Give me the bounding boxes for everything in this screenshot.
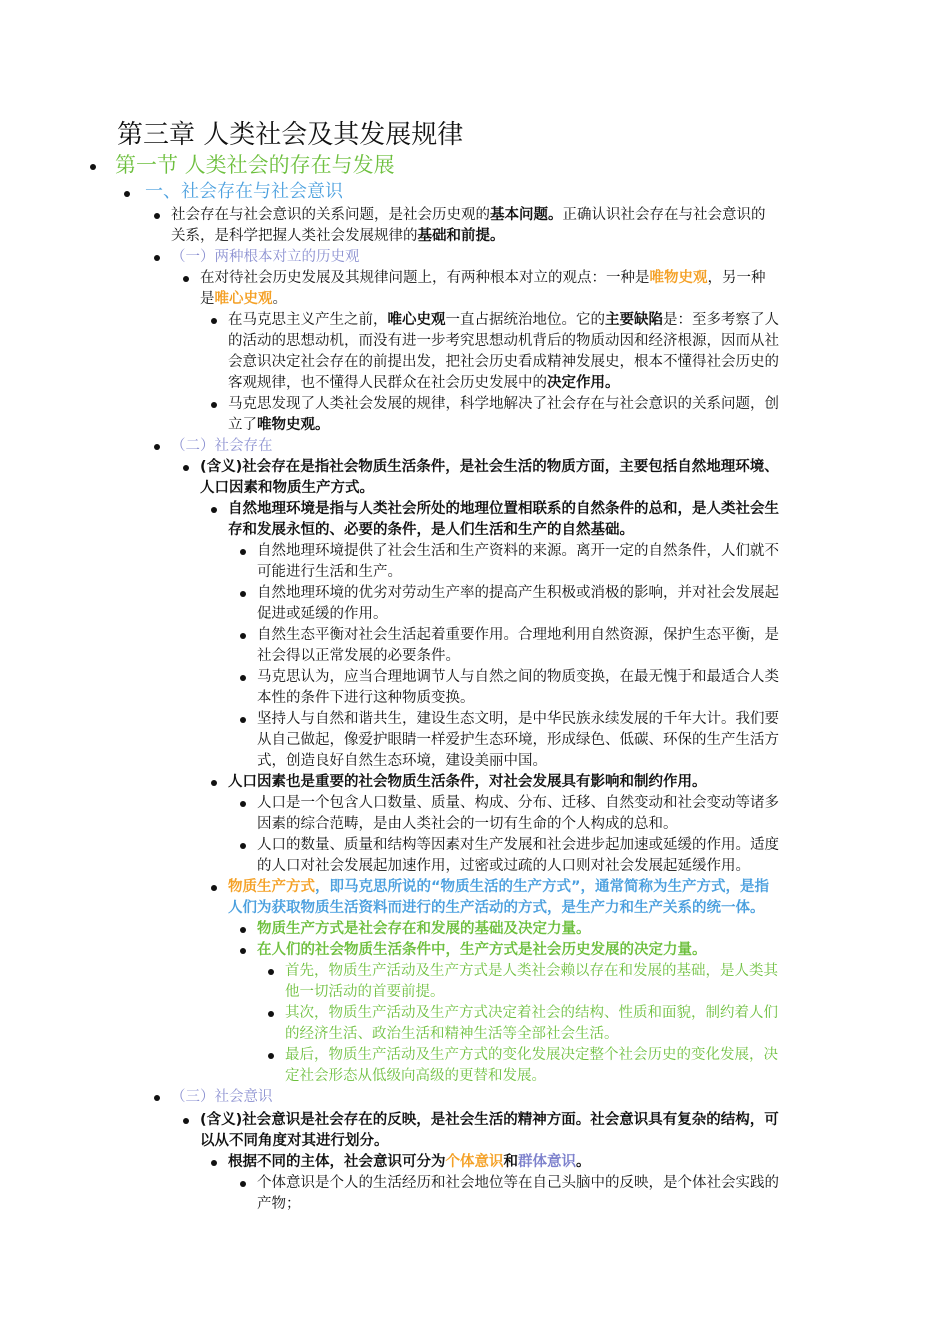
bullet-icon — [240, 927, 246, 933]
bullet-icon — [268, 969, 274, 975]
bullet-icon — [154, 213, 160, 219]
bullet-icon — [211, 780, 217, 786]
list-item: 个体意识是个人的生活经历和社会地位等在自己头脑中的反映，是个体社会实践的 产物； — [240, 1173, 860, 1215]
list-item: 马克思认为，应当合理地调节人与自然之间的物质变换，在最无愧于和最适合人类 本性的条件下进行这种物质变换。 — [240, 667, 860, 709]
bullet-icon — [240, 948, 246, 954]
list-item: 人口因素也是重要的社会物质生活条件，对社会发展具有影响和制约作用。 — [211, 772, 861, 793]
list-item: (含义)社会存在是指社会物质生活条件，是社会生活的物质方面，主要包括自然地理环境、 人口因素和物质生产方式。 — [183, 457, 863, 499]
list-item: 在人们的社会物质生活条件中，生产方式是社会历史发展的决定力量。 — [240, 940, 860, 961]
list-item: 在对待社会历史发展及其规律问题上，有两种根本对立的观点：一种是唯物史观，另一种 是唯心史观。 — [183, 268, 863, 310]
bullet-icon — [268, 1011, 274, 1017]
list-item: 自然地理环境的优劣对劳动生产率的提高产生积极或消极的影响，并对社会发展起 促进或延缓的作用。 — [240, 583, 860, 625]
bullet-icon — [268, 1053, 274, 1059]
bullet-icon — [90, 164, 96, 170]
list-item: 坚持人与自然和谐共生，建设生态文明，是中华民族永续发展的千年大计。我们要 从自己做起，像爱护眼睛一样爱护生态环境，形成绿色、低碳、环保的生产生活方 式，创造良好自然生态环境，建设美丽中国。 — [240, 709, 860, 772]
bullet-icon — [211, 1160, 217, 1166]
list-item: 自然地理环境提供了社会生活和生产资料的来源。离开一定的自然条件，人们就不 可能进行生活和生产。 — [240, 541, 860, 583]
section-title: 第一节 人类社会的存在与发展 — [115, 153, 395, 177]
subsection-heading: （二）社会存在 — [154, 436, 273, 457]
bullet-icon — [154, 444, 160, 450]
list-item: (含义)社会意识是社会存在的反映，是社会生活的精神方面。社会意识具有复杂的结构，可 以从不同角度对其进行划分。 — [183, 1110, 863, 1152]
bullet-icon — [240, 591, 246, 597]
list-item: 人口是一个包含人口数量、质量、构成、分布、迁移、自然变动和社会变动等诸多 因素的综合范畴，是由人类社会的一切有生命的个人构成的总和。 — [240, 793, 860, 835]
bullet-icon — [211, 507, 217, 513]
section-heading-1 — [90, 151, 395, 179]
subsection-heading: （三）社会意识 — [154, 1087, 273, 1108]
bullet-icon — [183, 465, 189, 471]
section-title: 一、社会存在与社会意识 — [145, 181, 343, 202]
chapter-title: 第三章 人类社会及其发展规律 — [117, 120, 464, 150]
subsection-heading: （一）两种根本对立的历史观 — [154, 247, 360, 268]
list-item: 物质生产方式，即马克思所说的“物质生活的生产方式”，通常简称为生产方式，是指 人们为获取物质生活资料而进行的生产活动的方式，是生产力和生产关系的统一体。 — [211, 877, 871, 919]
list-item: 人口的数量、质量和结构等因素对生产发展和社会进步起加速或延缓的作用。适度 的人口对社会发展起加速作用，过密或过疏的人口则对社会发展起延缓作用。 — [240, 835, 860, 877]
bullet-icon — [240, 843, 246, 849]
bullet-icon — [183, 1118, 189, 1124]
bullet-icon — [240, 801, 246, 807]
bullet-icon — [240, 717, 246, 723]
list-item: 首先，物质生产活动及生产方式是人类社会赖以存在和发展的基础，是人类其 他一切活动的首要前提。 — [268, 961, 858, 1003]
list-item: 物质生产方式是社会存在和发展的基础及决定力量。 — [240, 919, 860, 940]
bullet-icon — [211, 402, 217, 408]
bullet-icon — [124, 191, 130, 197]
list-item: 自然地理环境是指与人类社会所处的地理位置相联系的自然条件的总和，是人类社会生 存和发展永恒的、必要的条件，是人们生活和生产的自然基础。 — [211, 499, 861, 541]
list-item: 自然生态平衡对社会生活起着重要作用。合理地利用自然资源，保护生态平衡，是 社会得以正常发展的必要条件。 — [240, 625, 860, 667]
list-item: 根据不同的主体，社会意识可分为个体意识和群体意识。 — [211, 1152, 861, 1173]
list-item: 社会存在与社会意识的关系问题，是社会历史观的基本问题。正确认识社会存在与社会意识的 关系，是科学把握人类社会发展规律的基础和前提。 — [154, 205, 854, 247]
bullet-icon — [211, 318, 217, 324]
bullet-icon — [240, 549, 246, 555]
list-item: 马克思发现了人类社会发展的规律，科学地解决了社会存在与社会意识的关系问题，创 立了唯物史观。 — [211, 394, 861, 436]
bullet-icon — [183, 276, 189, 282]
bullet-icon — [240, 675, 246, 681]
bullet-icon — [154, 1095, 160, 1101]
list-item: 最后，物质生产活动及生产方式的变化发展决定整个社会历史的变化发展，决 定社会形态从低级向高级的更替和发展。 — [268, 1045, 858, 1087]
list-item: 在马克思主义产生之前，唯心史观一直占据统治地位。它的主要缺陷是：至多考察了人 的活动的思想动机，而没有进一步考究思想动机背后的物质动因和经济根源，因而从社 会意识决定社会存在的前提出发，把社会历史看成精神发展史，根本不懂得社会历史的 客观规律，也不懂得人民群众在社会历史发展中的决定作用。 — [211, 310, 861, 394]
bullet-icon — [240, 1181, 246, 1187]
bullet-icon — [154, 255, 160, 261]
bullet-icon — [240, 633, 246, 639]
bullet-icon — [211, 885, 217, 891]
list-item: 其次，物质生产活动及生产方式决定着社会的结构、性质和面貌，制约着人们 的经济生活、政治生活和精神生活等全部社会生活。 — [268, 1003, 858, 1045]
section-heading-2 — [124, 180, 343, 204]
